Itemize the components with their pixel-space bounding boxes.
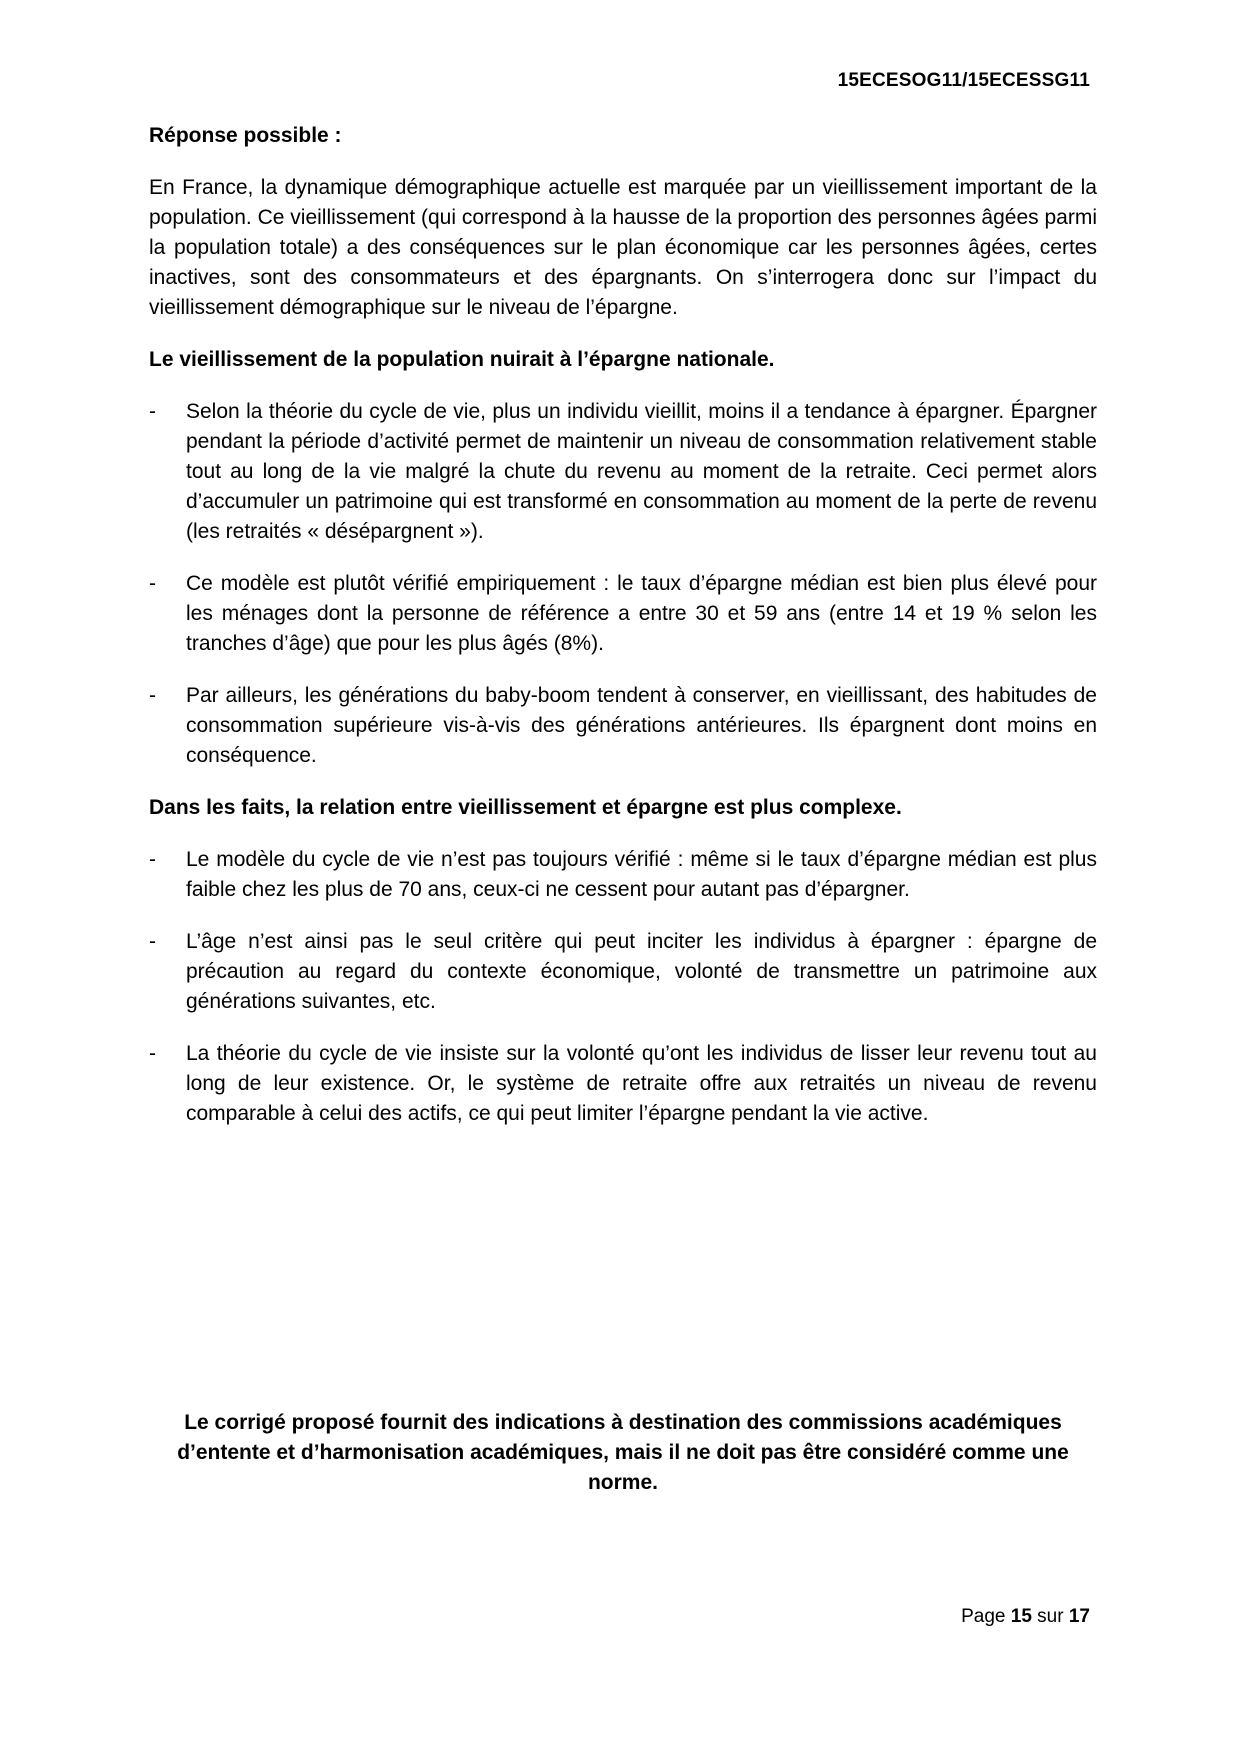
- section-title: Dans les faits, la relation entre vieillissement et épargne est plus complexe.: [149, 796, 902, 819]
- bullet-list: [149, 845, 1097, 1129]
- bullet-text: Le modèle du cycle de vie n’est pas toujours vérifié : même si le taux d’épargne médian est plus faible chez les plus de 70 ans, ceux-ci ne cessent pour autant pas d’épargner.: [186, 848, 1097, 901]
- bullet-text: La théorie du cycle de vie insiste sur la volonté qu’ont les individus de lisser leur revenu tout au long de leur existence. Or, le système de retraite offre aux retraités un niveau de revenu comparable à celui des actifs, ce qui peut limiter l’épargne pendant la vie active.: [186, 1042, 1097, 1125]
- bullet-item: [149, 569, 1097, 659]
- section-title: Le vieillissement de la population nuirait à l’épargne nationale.: [149, 348, 775, 371]
- answer-heading: Réponse possible :: [149, 124, 342, 147]
- page-number: [961, 1606, 1090, 1628]
- bullet-text: Ce modèle est plutôt vérifié empiriquement : le taux d’épargne médian est bien plus élevé pour les ménages dont la personne de référence a entre 30 et 59 ans (entre 14 et 19 % selon les tranches d’âge) que pour les plus âgés (8%).: [186, 572, 1097, 655]
- section-2: [149, 793, 1097, 1129]
- bullet-item: [149, 1039, 1097, 1129]
- bullet-dash: -: [149, 684, 156, 707]
- bullet-list: [149, 397, 1097, 771]
- bullet-text: Par ailleurs, les générations du baby-boom tendent à conserver, en vieillissant, des habitudes de consommation supérieure vis-à-vis des générations antérieures. Ils épargnent dont moins en conséquence.: [186, 684, 1097, 767]
- bullet-item: [149, 845, 1097, 905]
- answer-body: [149, 121, 1097, 1151]
- bullet-text: L’âge n’est ainsi pas le seul critère qui peut inciter les individus à épargner : épargne de précaution au regard du contexte économique, volonté de transmettre un patrimoine aux générations suivantes, etc.: [186, 930, 1097, 1013]
- intro-paragraph: En France, la dynamique démographique actuelle est marquée par un vieillissement important de la population. Ce vieillissement (qui correspond à la hausse de la proportion des personnes âgées parmi la population totale) a des conséquences sur le plan économique car les personnes âgées, certes inactives, sont des consommateurs et des épargnants. On s’interrogera donc sur l’impact du vieillissement démographique sur le niveau de l’épargne.: [149, 176, 1097, 319]
- bullet-item: [149, 397, 1097, 547]
- bullet-dash: -: [149, 930, 156, 953]
- disclaimer-note: Le corrigé proposé fournit des indications à destination des commissions académiques d’entente et d’harmonisation académiques, mais il ne doit pas être considéré comme une norme.: [177, 1411, 1069, 1494]
- section-1: [149, 345, 1097, 771]
- bullet-dash: -: [149, 848, 156, 871]
- bullet-dash: -: [149, 1042, 156, 1065]
- bullet-item: [149, 681, 1097, 771]
- page-current: 15: [1010, 1606, 1032, 1627]
- page-total: 17: [1068, 1606, 1090, 1627]
- page-separator: sur: [1037, 1606, 1064, 1627]
- bullet-item: [149, 927, 1097, 1017]
- document-code: 15ECESOG11/15ECESSG11: [837, 70, 1090, 91]
- bullet-dash: -: [149, 572, 156, 595]
- page-label: Page: [961, 1606, 1006, 1627]
- bullet-text: Selon la théorie du cycle de vie, plus un individu vieillit, moins il a tendance à épargner. Épargner pendant la période d’activité permet de maintenir un niveau de consommation relativement stable tout au long de la vie malgré la chute du revenu au moment de la retraite. Ceci permet alors d’accumuler un patrimoine qui est transformé en consommation au moment de la perte de revenu (les retraités « désépargnent »).: [186, 400, 1097, 543]
- bullet-dash: -: [149, 400, 156, 423]
